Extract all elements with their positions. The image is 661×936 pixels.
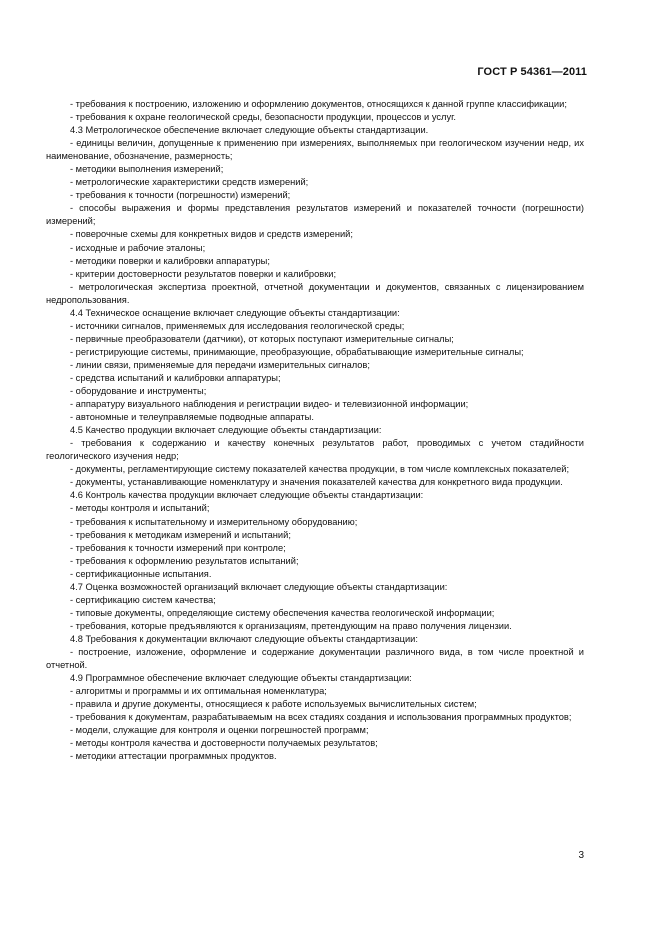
paragraph: - метрологическая экспертиза проектной, отчетной документации и документов, связанных с лицензированием недропользования. xyxy=(46,281,584,305)
paragraph: - требования к оформлению результатов испытаний; xyxy=(70,555,299,566)
page-number: 3 xyxy=(578,850,584,861)
paragraph: - источники сигналов, применяемых для исследования геологической среды; xyxy=(70,320,405,331)
paragraph: 4.9 Программное обеспечение включает следующие объекты стандартизации: xyxy=(70,673,412,684)
paragraph: - построение, изложение, оформление и содержание документации различного вида, в том числе проектной и отчетной. xyxy=(46,646,584,671)
paragraph: - типовые документы, определяющие систему обеспечения качества геологической информации; xyxy=(70,607,495,618)
paragraph: - требования к точности (погрешности) измерений; xyxy=(70,190,291,201)
paragraph: - линии связи, применяемые для передачи измерительных сигналов; xyxy=(70,359,370,370)
paragraph: - исходные и рабочие эталоны; xyxy=(70,242,206,253)
paragraph: - правила и другие документы, относящиеся к работе используемых вычислительных систем; xyxy=(70,699,477,710)
paragraph: 4.5 Качество продукции включает следующие объекты стандартизации: xyxy=(70,425,382,436)
paragraph: - средства испытаний и калибровки аппаратуры; xyxy=(70,372,281,383)
paragraph: - требования к построению, изложению и оформлению документов, относящихся к данной группе классификации; xyxy=(70,99,567,109)
paragraph: 4.3 Метрологическое обеспечение включает следующие объекты стандартизации. xyxy=(70,125,429,136)
paragraph: - модели, служащие для контроля и оценки погрешностей программ; xyxy=(70,725,369,736)
paragraph: - требования к точности измерений при контроле; xyxy=(70,542,286,553)
document-header: ГОСТ Р 54361—2011 xyxy=(477,66,587,78)
paragraph: - аппаратуру визуального наблюдения и регистрации видео- и телевизионной информации; xyxy=(70,399,469,410)
paragraph: - документы, регламентирующие систему показателей качества продукции, в том числе комплексных показателей; xyxy=(70,464,570,475)
paragraph: - первичные преобразователи (датчики), от которых поступают измерительные сигналы; xyxy=(70,333,454,344)
paragraph: - методики аттестации программных продуктов. xyxy=(70,751,277,762)
paragraph: 4.8 Требования к документации включают следующие объекты стандартизации: xyxy=(70,633,418,644)
paragraph: - сертификационные испытания. xyxy=(70,568,212,579)
paragraph: - методы контроля качества и достоверности получаемых результатов; xyxy=(70,738,378,749)
paragraph: - сертификацию систем качества; xyxy=(70,594,216,605)
paragraph: - требования к испытательному и измерительному оборудованию; xyxy=(70,516,358,527)
document-body xyxy=(46,98,584,763)
paragraph: - способы выражения и формы представления результатов измерений и показателей точности (погрешности) измерений; xyxy=(46,203,584,227)
paragraph: - оборудование и инструменты; xyxy=(70,386,207,397)
paragraph: - регистрирующие системы, принимающие, преобразующие, обрабатывающие измерительные сигналы; xyxy=(70,346,524,357)
paragraph: - требования к охране геологической среды, безопасности продукции, процессов и услуг. xyxy=(70,112,456,123)
paragraph: - критерии достоверности результатов поверки и калибровки; xyxy=(70,268,337,279)
paragraph: - документы, устанавливающие номенклатуру и значения показателей качества для конкретного вида продукции. xyxy=(70,477,563,488)
paragraph: 4.7 Оценка возможностей организаций включает следующие объекты стандартизации: xyxy=(70,581,448,592)
paragraph: - алгоритмы и программы и их оптимальная номенклатура; xyxy=(70,686,327,697)
paragraph: - методики поверки и калибровки аппаратуры; xyxy=(70,255,270,266)
paragraph: - метрологические характеристики средств измерений; xyxy=(70,177,309,188)
paragraph: 4.6 Контроль качества продукции включает следующие объекты стандартизации: xyxy=(70,490,424,501)
paragraph: - требования к содержанию и качеству конечных результатов работ, проводимых с учетом стадийности геологического изучения недр; xyxy=(46,438,584,462)
paragraph: 4.4 Техническое оснащение включает следующие объекты стандартизации: xyxy=(70,307,400,318)
paragraph: - автономные и телеуправляемые подводные аппараты. xyxy=(70,412,314,423)
paragraph: - требования к документам, разрабатываемым на всех стадиях создания и использования программных продуктов; xyxy=(70,712,572,723)
paragraph: - требования, которые предъявляются к организациям, претендующим на право получения лицензии. xyxy=(70,620,512,631)
paragraph: - единицы величин, допущенные к применению при измерениях, выполняемых при геологическом изучении недр, их наименование, обозначение, размерность; xyxy=(46,138,584,162)
paragraph: - требования к методикам измерений и испытаний; xyxy=(70,529,291,540)
paragraph: - методики выполнения измерений; xyxy=(70,164,224,175)
paragraph: - методы контроля и испытаний; xyxy=(70,503,210,514)
paragraph: - поверочные схемы для конкретных видов и средств измерений; xyxy=(70,229,353,240)
